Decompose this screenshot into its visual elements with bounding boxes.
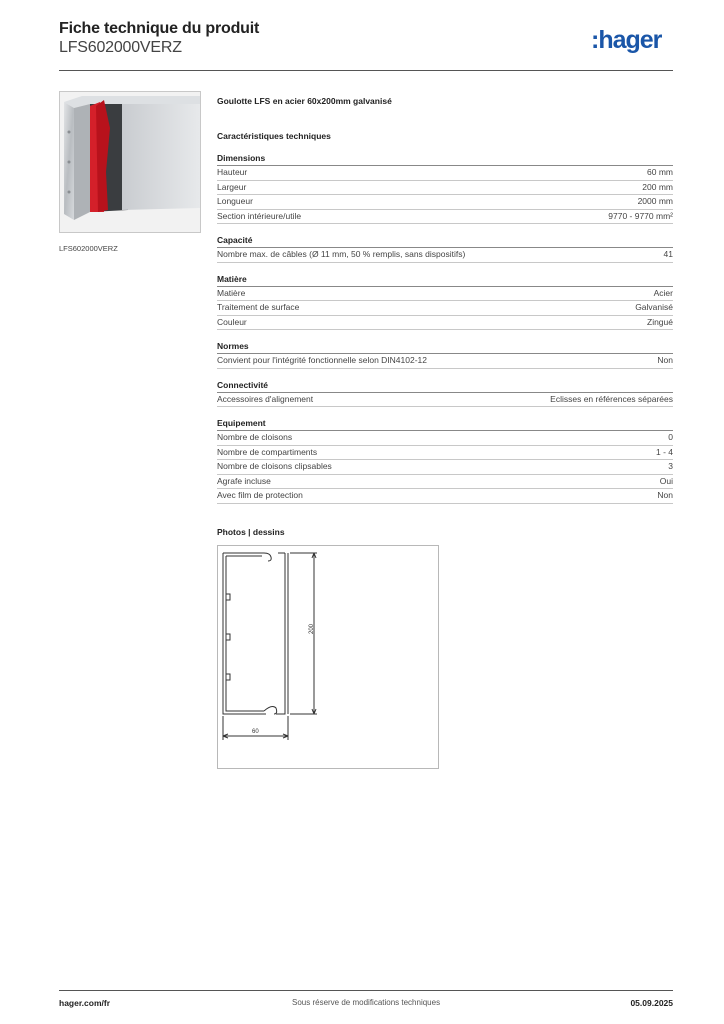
spec-label: Longueur xyxy=(217,196,253,206)
spec-row xyxy=(217,195,673,210)
spec-label: Largeur xyxy=(217,181,247,192)
spec-value: 41 xyxy=(663,249,673,259)
spec-label: Nombre de cloisons clipsables xyxy=(217,461,332,471)
spec-label: Traitement de surface xyxy=(217,302,300,312)
spec-label: Nombre max. de câbles (Ø 11 mm, 50 % remplis, sans dispositifs) xyxy=(217,249,466,259)
product-title: Goulotte LFS en acier 60x200mm galvanisé xyxy=(217,96,392,106)
spec-row xyxy=(217,287,673,302)
photos-heading: Photos | dessins xyxy=(217,527,285,537)
spec-row xyxy=(217,475,673,490)
tech-characteristics-heading: Caractéristiques techniques xyxy=(217,131,331,141)
spec-row xyxy=(217,393,673,408)
spec-label: Agrafe incluse xyxy=(217,475,271,486)
spec-label: Nombre de compartiments xyxy=(217,446,318,457)
footer-notice: Sous réserve de modifications techniques xyxy=(292,998,441,1007)
header-divider xyxy=(59,70,673,71)
dimension-width-label: 60 xyxy=(252,729,259,735)
profile-inner-line xyxy=(226,556,264,711)
profile-right-wall xyxy=(276,553,285,714)
section-connectivity xyxy=(217,379,673,408)
spec-value: 2000 mm xyxy=(637,196,673,206)
spec-label: Section intérieure/utile xyxy=(217,210,302,221)
spec-row xyxy=(217,166,673,181)
spec-value: Galvanisé xyxy=(635,302,673,312)
page-title: Fiche technique du produit xyxy=(59,20,260,37)
spec-value: Non xyxy=(657,355,673,365)
spec-row xyxy=(217,301,673,316)
spec-row xyxy=(217,431,673,446)
spec-label: Couleur xyxy=(217,316,247,327)
spec-label: Matière xyxy=(217,287,246,298)
footer-website-link[interactable]: hager.com/fr xyxy=(59,998,111,1008)
spec-row xyxy=(217,354,673,369)
product-photo xyxy=(59,91,201,233)
spec-value: 9770 - 9770 mm² xyxy=(608,210,673,221)
spec-label: Nombre de cloisons xyxy=(217,432,293,442)
spec-label: Hauteur xyxy=(217,167,248,177)
spec-row xyxy=(217,489,673,504)
spec-value: Non xyxy=(657,490,673,500)
footer-date: 05.09.2025 xyxy=(630,998,673,1008)
spec-value: Oui xyxy=(659,475,673,486)
product-reference: LFS602000VERZ xyxy=(59,39,182,56)
spec-value: 3 xyxy=(668,461,673,471)
spec-value: 60 mm xyxy=(647,167,673,177)
spec-value: 1 - 4 xyxy=(655,446,673,457)
spec-row xyxy=(217,316,673,331)
spec-label: Accessoires d'alignement xyxy=(217,393,314,404)
spec-value: Acier xyxy=(653,287,673,298)
section-title: Equipement xyxy=(217,417,673,431)
spec-value: 200 mm xyxy=(642,181,673,192)
spec-value: 0 xyxy=(668,432,673,442)
spec-tables xyxy=(217,152,673,514)
footer-divider xyxy=(59,990,673,991)
spec-value: Zingué xyxy=(647,316,673,327)
dimension-height-label: 200 xyxy=(309,623,315,634)
section-standards xyxy=(217,340,673,369)
section-title: Capacité xyxy=(217,234,673,248)
spec-row xyxy=(217,210,673,225)
spec-row xyxy=(217,446,673,461)
photo-caption: LFS602000VERZ xyxy=(59,244,118,253)
section-title: Connectivité xyxy=(217,379,673,393)
spec-label: Avec film de protection xyxy=(217,490,303,500)
section-title: Matière xyxy=(217,273,673,287)
section-title: Dimensions xyxy=(217,152,673,166)
section-dimensions xyxy=(217,152,673,224)
hager-logo xyxy=(591,26,677,58)
spec-value: Eclisses en références séparées xyxy=(550,393,673,404)
section-title: Normes xyxy=(217,340,673,354)
profile-top-lip xyxy=(223,553,271,561)
technical-drawing xyxy=(217,545,439,769)
spec-row xyxy=(217,181,673,196)
spec-row xyxy=(217,248,673,263)
spec-label: Convient pour l'intégrité fonctionnelle selon DIN4102-12 xyxy=(217,355,428,365)
logo-text: :hager xyxy=(591,26,662,54)
section-equipment xyxy=(217,417,673,504)
section-material xyxy=(217,273,673,331)
spec-row xyxy=(217,460,673,475)
section-capacity xyxy=(217,234,673,263)
